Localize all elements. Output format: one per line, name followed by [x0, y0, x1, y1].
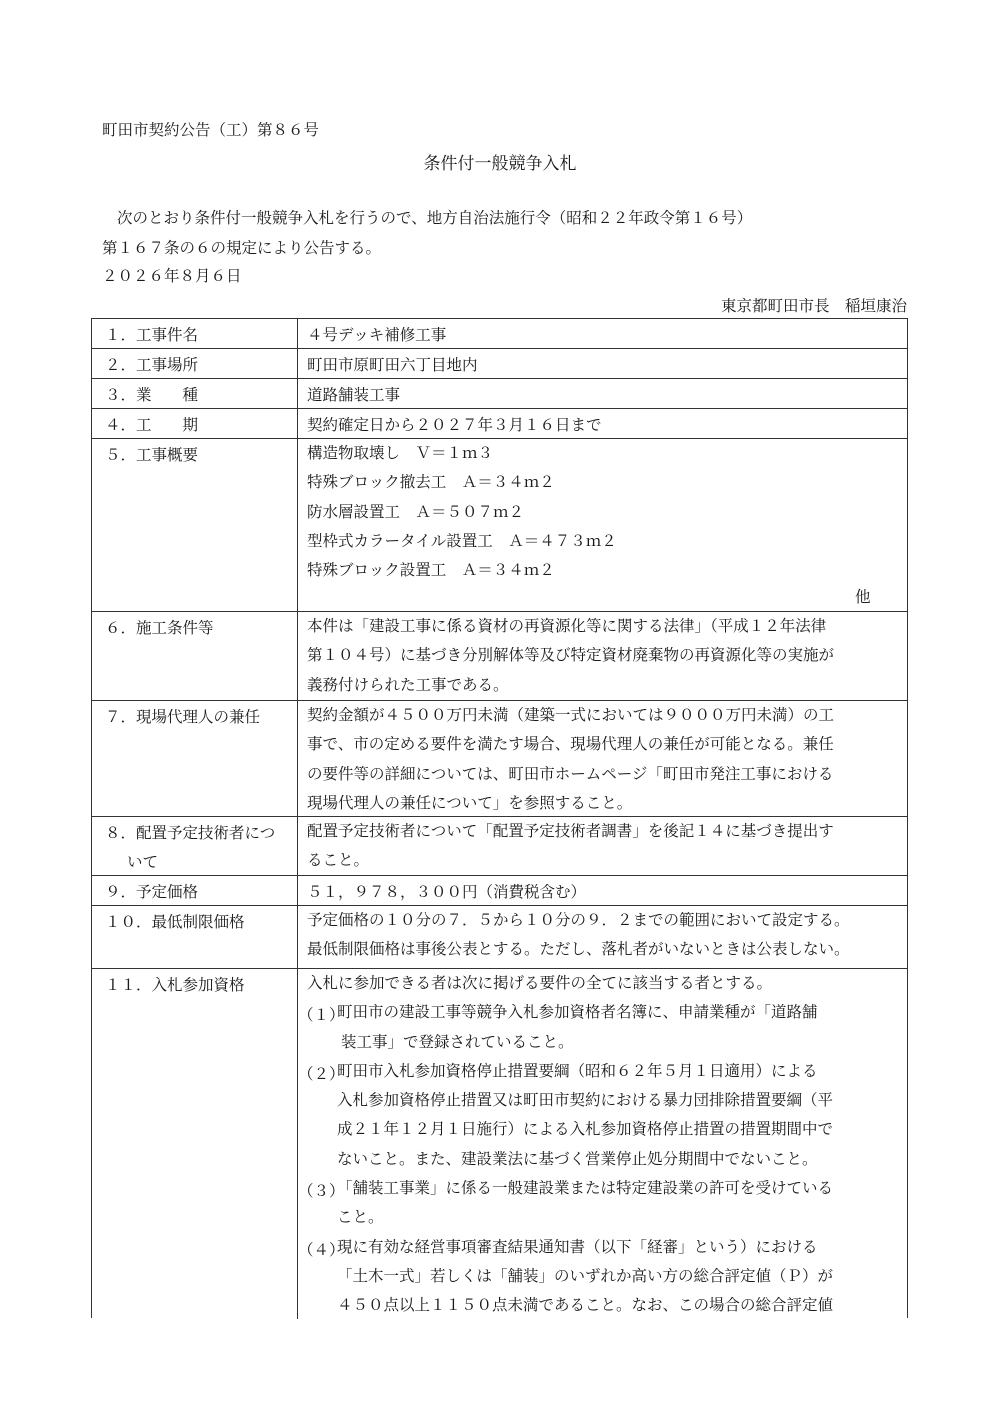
row-conditions	[92, 612, 907, 701]
text-line: 義務付けられた工事である。	[307, 675, 509, 694]
row-label: ５．工事概要	[105, 446, 199, 464]
text-line: 町田市の建設工事等競争入札参加資格者名簿に、申請業種が「道路舗	[337, 1003, 818, 1022]
overview-line: 構造物取壊し Ｖ＝１ｍ３	[307, 444, 494, 462]
notice-date: ２０２６年８月６日	[102, 267, 242, 285]
eligibility-item	[298, 1174, 834, 1233]
item-number: （４）	[298, 1240, 345, 1259]
text-line: 成２１年１２月１日施行）による入札参加資格停止措置の措置期間中で	[337, 1120, 834, 1139]
eligibility-content	[298, 969, 834, 1321]
text-line: 町田市入札参加資格停止措置要綱（昭和６２年５月１日適用）による	[337, 1061, 818, 1080]
overview-lines	[307, 439, 617, 585]
text-line: ること。	[307, 851, 370, 870]
row-minimum-price	[92, 906, 907, 969]
text-line: ４５０点以上１１５０点未満であること。なお、この場合の総合評定値	[337, 1296, 834, 1315]
eligibility-item	[298, 1233, 834, 1321]
row-overview	[92, 439, 907, 612]
minimum-price-text	[307, 906, 850, 965]
text-line: ないこと。また、建設業法に基づく営業停止処分期間中でないこと。	[337, 1149, 818, 1168]
text-line: 入札参加資格停止措置又は町田市契約における暴力団排除措置要綱（平	[337, 1091, 834, 1110]
issuer: 東京都町田市長 稲垣康治	[720, 297, 907, 315]
item-number: （３）	[298, 1182, 345, 1201]
planned-price: ５１，９７８，３００円（消費税含む）	[307, 883, 587, 901]
row-location	[92, 349, 907, 379]
text-line: 第１０４号）に基づき分別解体等及び特定資材廃棄物の再資源化等の実施が	[307, 646, 835, 665]
text-line: 本件は「建設工事に係る資材の再資源化等に関する法律」（平成１２年法律	[307, 617, 827, 635]
text-line: 現場代理人の兼任について」を参照すること。	[307, 793, 633, 812]
project-location: 町田市原町田六丁目地内	[307, 356, 478, 374]
intro-line-1: 次のとおり条件付一般競争入札を行うので、地方自治法施行令（昭和２２年政令第１６号）	[117, 209, 753, 227]
text-line: 現に有効な経営事項審査結果通知書（以下「経審」という）における	[337, 1237, 818, 1256]
conditions-table	[91, 318, 908, 1318]
intro-line-2: 第１６７条の６の規定により公告する。	[102, 239, 382, 257]
text-line: こと。	[337, 1208, 384, 1227]
item-number: （２）	[298, 1064, 345, 1083]
row-eligibility	[92, 969, 907, 1319]
text-line: 「舗装工事業」に係る一般建設業または特定建設業の許可を受けている	[337, 1179, 834, 1198]
overview-line: 防水層設置工 Ａ＝５０７ｍ２	[307, 502, 525, 521]
site-agent-text	[307, 701, 834, 818]
engineer-text	[307, 817, 834, 876]
text-line: 契約金額が４５００万円未満（建築一式においては９０００万円未満）の工	[307, 706, 835, 724]
overview-line: 特殊ブロック撤去工 Ａ＝３４ｍ２	[307, 473, 555, 492]
text-line: 事で、市の定める要件を満たす場合、現場代理人の兼任が可能となる。兼任	[307, 735, 834, 754]
row-label: ３．業 種	[105, 386, 199, 404]
row-site-agent	[92, 701, 907, 817]
text-line: 「土木一式」若しくは「舗装」のいずれか高い方の総合評定値（Ｐ）が	[337, 1266, 834, 1285]
eligibility-item	[298, 1057, 834, 1174]
row-label: ２．工事場所	[105, 356, 199, 374]
notice-number: 町田市契約公告（工）第８６号	[102, 121, 320, 139]
work-category: 道路舗装工事	[307, 386, 401, 404]
document-title: 条件付一般競争入札	[423, 154, 577, 174]
overview-line: 型枠式カラータイル設置工 Ａ＝４７３ｍ２	[307, 531, 617, 550]
text-line: 配置予定技術者について「配置予定技術者調書」を後記１４に基づき提出す	[307, 822, 834, 840]
row-label: １．工事件名	[105, 326, 199, 344]
eligibility-item	[298, 998, 833, 1057]
text-line: 装工事」で登録されていること。	[341, 1032, 574, 1051]
row-label: ９．予定価格	[105, 883, 199, 901]
row-label: ６．施工条件等	[105, 619, 214, 637]
item-number: （１）	[298, 1006, 345, 1025]
row-label: １１．入札参加資格	[105, 976, 245, 994]
row-planned-price	[92, 876, 907, 906]
project-name: ４号デッキ補修工事	[307, 326, 447, 344]
overview-line: 特殊ブロック設置工 Ａ＝３４ｍ２	[307, 561, 555, 580]
text-line: の要件等の詳細については、町田市ホームページ「町田市発注工事における	[307, 764, 834, 783]
conditions-text	[307, 612, 834, 700]
text-line: 予定価格の１０分の７．５から１０分の９．２までの範囲において設定する。	[307, 911, 850, 929]
text-line: 最低制限価格は事後公表とする。ただし、落札者がいないときは公表しない。	[307, 940, 850, 959]
work-period: 契約確定日から２０２７年３月１６日まで	[307, 416, 602, 434]
row-label: ７．現場代理人の兼任	[105, 708, 261, 726]
row-category	[92, 379, 907, 409]
row-engineer	[92, 817, 907, 876]
row-label: １０．最低制限価格	[105, 913, 245, 931]
row-period	[92, 409, 907, 439]
overview-other: 他	[855, 588, 871, 606]
row-label: ４．工 期	[105, 416, 199, 434]
row-label: ８．配置予定技術者につ	[105, 824, 276, 842]
row-label-cont: いて	[127, 853, 159, 871]
row-project-name	[92, 319, 907, 349]
eligibility-intro: 入札に参加できる者は次に掲げる要件の全てに該当する者とする。	[307, 974, 773, 992]
